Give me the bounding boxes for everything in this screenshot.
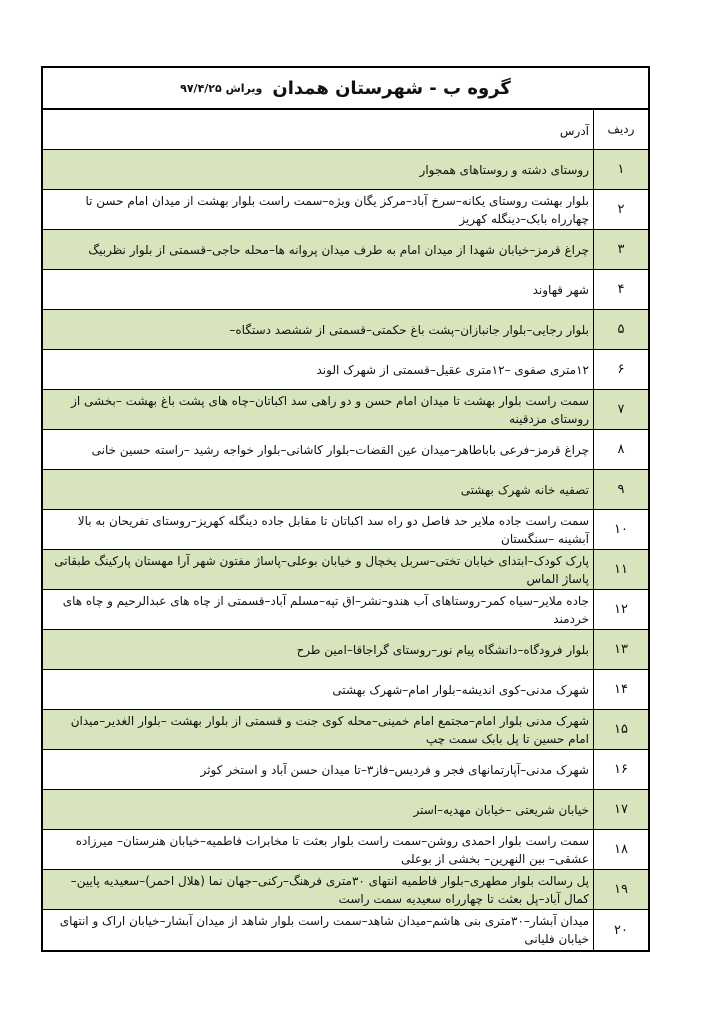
table-row xyxy=(43,310,648,350)
table-body xyxy=(43,150,648,950)
row-number: ۱۴ xyxy=(614,682,628,697)
table-row xyxy=(43,590,648,630)
row-address: روستای دشته و روستاهای همجوار xyxy=(43,150,594,189)
header-num: ردیف xyxy=(607,122,635,136)
document-sheet xyxy=(41,66,650,952)
table-row xyxy=(43,350,648,390)
title-row xyxy=(43,68,648,110)
revision-date: ویراش ۹۷/۴/۲۵ xyxy=(180,81,263,95)
table-row xyxy=(43,910,648,950)
table-row xyxy=(43,550,648,590)
row-address: تصفیه خانه شهرک بهشتی xyxy=(43,470,594,509)
row-number: ۱۹ xyxy=(594,870,648,909)
row-address: چراغ قرمز–فرعی باباطاهر–میدان عین القضات–بلوار کاشانی–بلوار خواجه رشید –راسته حسین خانی xyxy=(43,430,594,469)
table-row xyxy=(43,190,648,230)
row-address: بلوار فرودگاه–دانشگاه پیام نور–روستای گراجاقا–امین طرح xyxy=(43,630,594,669)
row-address: ۱۲متری صفوی –۱۲متری عقیل–قسمتی از شهرک الوند xyxy=(43,350,594,389)
row-address: خیابان شریعتی –خیابان مهدیه–استر xyxy=(43,790,594,829)
row-address: میدان آبشار–۳۰متری بنی هاشم–میدان شاهد–سمت راست بلوار شاهد از میدان آبشار–خیابان اراک و انتهای خیابان فلیانی xyxy=(43,910,594,950)
table-row xyxy=(43,750,648,790)
row-address: پارک کودک–ابتدای خیابان تختی–سربل یخچال و خیابان بوعلی–پاساژ مفتون شهر آرا مهستان پارکینگ طبقاتی پاساژ الماس xyxy=(43,550,594,589)
row-address: چراغ قرمز–خیابان شهدا از میدان امام به طرف میدان پروانه ها–محله حاجی–قسمتی از بلوار نظربیگ xyxy=(43,230,594,269)
table-row xyxy=(43,870,648,910)
table-row xyxy=(43,630,648,670)
table-row xyxy=(43,470,648,510)
row-number: ۴ xyxy=(617,282,625,297)
row-number: ۱ xyxy=(594,150,648,189)
table-header xyxy=(43,110,648,150)
row-number: ۱۲ xyxy=(614,602,628,617)
table-row xyxy=(43,390,648,430)
row-number: ۱۰ xyxy=(614,522,628,537)
row-number: ۱۱ xyxy=(594,550,648,589)
table-row xyxy=(43,790,648,830)
row-address: شهرک مدنی–آپارتمانهای فجر و فردیس–فاز۳–تا میدان حسن آباد و استخر کوثر xyxy=(43,750,594,789)
row-address: شهرک مدنی بلوار امام–مجتمع امام خمینی–محله کوی جنت و قسمتی از بلوار بهشت –بلوار الغدیر–میدان امام حسین تا پل بابک سمت چپ xyxy=(43,710,594,749)
row-number: ۲۰ xyxy=(614,922,628,938)
row-number: ۵ xyxy=(594,310,648,349)
table-row xyxy=(43,670,648,710)
row-number: ۷ xyxy=(594,390,648,429)
row-address: جاده ملایر–سیاه کمر–روستاهای آب هندو–نشر–اق تپه–مسلم آباد–قسمتی از چاه های عبدالرحیم و چاه های خردمند xyxy=(43,590,594,629)
table-row xyxy=(43,230,648,270)
table-row xyxy=(43,510,648,550)
row-address: سمت راست بلوار بهشت تا میدان امام حسن و دو راهی سد اکباتان–چاه های پشت باغ بهشت –بخشی از روستای مزدقینه xyxy=(43,390,594,429)
row-address: سمت راست بلوار احمدی روشن–سمت راست بلوار بعثت تا مخابرات فاطمیه–خیابان هنرستان– میرزاده عشقی– بین النهرین– بخشی از بوعلی xyxy=(43,830,594,869)
row-number: ۸ xyxy=(617,442,625,457)
row-number: ۶ xyxy=(617,362,625,377)
header-address: آدرس xyxy=(43,110,594,149)
row-number: ۱۳ xyxy=(594,630,648,669)
table-row xyxy=(43,270,648,310)
row-number: ۱۸ xyxy=(614,842,628,857)
row-address: پل رسالت بلوار مطهری–بلوار فاطمیه انتهای ۳۰متری فرهنگ–رکنی–جهان نما (هلال احمر)–سعیدیه پایین– کمال آباد–پل بعثت تا چهارراه سعیدیه سمت راست xyxy=(43,870,594,909)
row-number: ۱۶ xyxy=(614,762,628,777)
row-number: ۱۵ xyxy=(594,710,648,749)
row-number: ۲ xyxy=(617,202,625,217)
row-address: شهر قهاوند xyxy=(43,270,594,309)
row-number: ۹ xyxy=(594,470,648,509)
table-row xyxy=(43,710,648,750)
table-row xyxy=(43,830,648,870)
page-title: گروه ب - شهرستان همدان xyxy=(272,77,511,99)
row-address: سمت راست جاده ملایر حد فاصل دو راه سد اکباتان تا مقابل جاده دینگله کهریز–روستای تفریحان به بالا آبشینه –سنگستان xyxy=(43,510,594,549)
table-row xyxy=(43,150,648,190)
row-address: بلوار رجایی–بلوار جانبازان–پشت باغ حکمتی–قسمتی از ششصد دستگاه– xyxy=(43,310,594,349)
row-number: ۳ xyxy=(594,230,648,269)
row-number: ۱۷ xyxy=(594,790,648,829)
table-row xyxy=(43,430,648,470)
row-address: شهرک مدنی–کوی اندیشه–بلوار امام–شهرک بهشتی xyxy=(43,670,594,709)
row-address: بلوار بهشت روستای یکانه–سرخ آباد–مرکز یگان ویژه–سمت راست بلوار بهشت از میدان امام حسن تا چهارراه بابک–دینگله کهریز xyxy=(43,190,594,229)
